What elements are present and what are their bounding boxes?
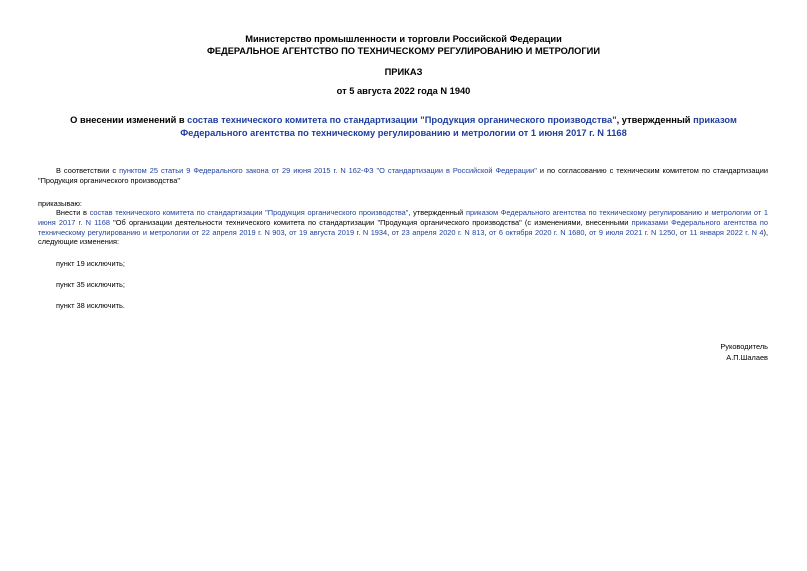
ministry-name: Министерство промышленности и торговли Российской Федерации xyxy=(245,34,562,44)
para2-link-order-1934[interactable]: от 19 августа 2019 г. N 1934 xyxy=(289,227,388,237)
para1-text-1: В соответствии с xyxy=(56,166,120,175)
agency-name: ФЕДЕРАЛЬНОЕ АГЕНТСТВО ПО ТЕХНИЧЕСКОМУ РЕГУЛИРОВАНИЮ И МЕТРОЛОГИИ xyxy=(206,46,601,56)
title-text-2: , утвержденный xyxy=(616,115,694,125)
para2-text-4: , xyxy=(284,227,290,237)
para2-link-order-1250[interactable]: от 9 июля 2021 г. N 1250 xyxy=(589,227,676,237)
para2-text-8: , xyxy=(675,227,680,237)
paragraph-basis xyxy=(38,166,768,186)
para2-link-order-1680[interactable]: от 6 октября 2020 г. N 1680 xyxy=(489,227,585,237)
para2-link-order-4[interactable]: от 11 января 2022 г. N 4 xyxy=(679,227,764,237)
para2-text-6: , xyxy=(484,227,490,237)
para2-text-2: , утвержденный xyxy=(408,208,466,217)
para2-text-9: ), следующие изменения: xyxy=(38,227,769,247)
document-type: ПРИКАЗ xyxy=(384,67,423,77)
para1-text-2: и по согласованию с техническим комитетом по стандартизации "Продукция органического производства" xyxy=(38,166,769,185)
signature-name: А.П.Шалаев xyxy=(726,353,768,362)
para2-text-3: "Об организации деятельности технического комитета по стандартизации "Продукция органического производства" (с изменениями, внесенными xyxy=(109,217,632,227)
para2-text-7: , xyxy=(584,227,590,237)
para2-link-committee[interactable]: состав технического комитета по стандартизации "Продукция органического производства" xyxy=(89,208,409,217)
orders-label: приказываю: xyxy=(38,199,82,208)
para1-link-law[interactable]: пунктом 25 статьи 9 Федерального закона от 29 июня 2015 г. N 162-ФЗ "О стандартизации в Российской Федерации" xyxy=(119,166,537,175)
para2-link-order-903[interactable]: приказами Федерального агентства по техническому регулированию и метрологии от 22 апреля 2019 г. N 903 xyxy=(38,217,768,237)
signature-position: Руководитель xyxy=(720,342,768,351)
paragraph-changes xyxy=(38,208,768,247)
document-date: от 5 августа 2022 года N 1940 xyxy=(336,86,471,96)
para2-link-order-1168[interactable]: приказом Федерального агентства по техническому регулированию и метрологии от 1 июня 2017 г. N 1168 xyxy=(38,208,768,227)
list-item: пункт 35 исключить; xyxy=(56,280,125,289)
para2-link-order-813[interactable]: от 23 апреля 2020 г. N 813 xyxy=(391,227,485,237)
title-text-1: О внесении изменений в xyxy=(70,115,188,125)
document-title xyxy=(40,114,767,139)
list-item: пункт 19 исключить; xyxy=(56,259,125,268)
para2-text-5: , xyxy=(387,227,392,237)
list-item: пункт 38 исключить. xyxy=(56,301,125,310)
title-link-order-1168[interactable]: приказом Федерального агентства по техническому регулированию и метрологии от 1 июня 2017 г. N 1168 xyxy=(180,115,737,138)
title-link-committee[interactable]: состав технического комитета по стандартизации "Продукция органического производства" xyxy=(187,115,617,125)
para2-text-1: Внести в xyxy=(56,208,90,217)
